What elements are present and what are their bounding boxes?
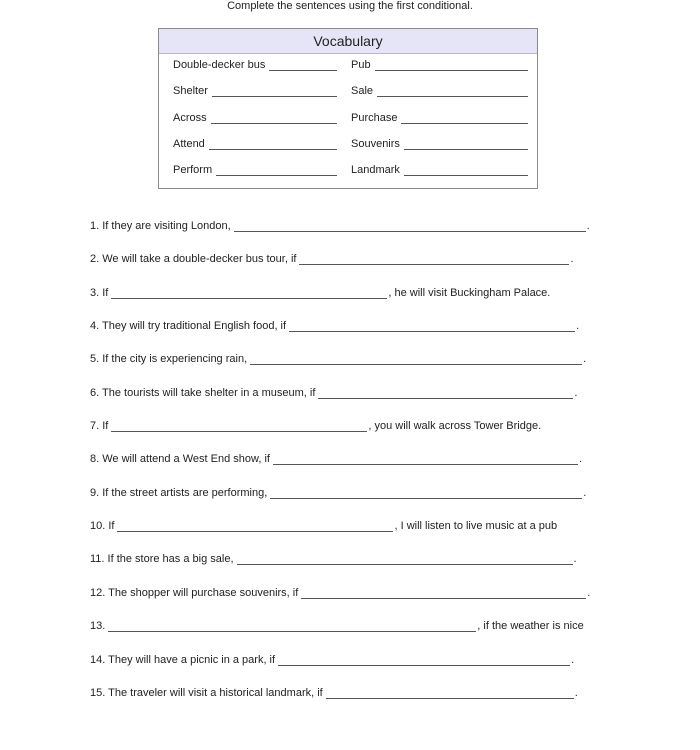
answer-blank[interactable] — [270, 487, 582, 499]
question-ending: , you will walk across Tower Bridge. — [368, 420, 542, 432]
question-text: 8. We will attend a West End show, if — [90, 453, 270, 465]
vocab-item — [173, 57, 337, 71]
vocab-blank[interactable] — [401, 112, 528, 124]
vocab-word: Souvenirs — [351, 138, 400, 150]
question-text: 15. The traveler will visit a historical landmark, if — [90, 687, 323, 699]
vocab-row — [159, 83, 537, 97]
question-12 — [90, 585, 590, 599]
answer-blank[interactable] — [250, 353, 582, 365]
vocab-blank[interactable] — [269, 59, 337, 71]
vocab-blank[interactable] — [211, 112, 337, 124]
vocab-word: Attend — [173, 138, 205, 150]
vocab-word: Shelter — [173, 85, 208, 97]
question-text: 7. If — [90, 420, 109, 432]
vocab-item — [173, 110, 337, 124]
question-ending: . — [570, 253, 574, 265]
question-text: 2. We will take a double-decker bus tour, if — [90, 253, 297, 265]
question-ending: , I will listen to live music at a pub — [394, 520, 558, 532]
vocab-word: Perform — [173, 164, 213, 176]
question-9 — [90, 485, 586, 499]
question-8 — [90, 451, 582, 465]
question-text: 11. If the store has a big sale, — [90, 553, 234, 565]
answer-blank[interactable] — [111, 420, 367, 432]
question-ending: . — [576, 320, 580, 332]
vocab-word: Pub — [351, 59, 371, 71]
question-ending: . — [586, 220, 590, 232]
answer-blank[interactable] — [237, 553, 573, 565]
question-ending: . — [583, 487, 587, 499]
question-ending: . — [583, 353, 587, 365]
question-ending: , he will visit Buckingham Palace. — [388, 287, 551, 299]
vocab-word: Landmark — [351, 164, 400, 176]
vocab-row — [159, 110, 537, 124]
vocab-word: Across — [173, 112, 207, 124]
question-7 — [90, 418, 541, 432]
question-15 — [90, 685, 578, 699]
question-2 — [90, 251, 574, 265]
vocab-row — [159, 162, 537, 176]
vocab-blank[interactable] — [377, 85, 528, 97]
vocab-item — [173, 83, 337, 97]
question-text: 13. — [90, 620, 106, 632]
question-text: 4. They will try traditional English food, if — [90, 320, 287, 332]
question-13 — [90, 618, 584, 632]
question-5 — [90, 351, 586, 365]
answer-blank[interactable] — [111, 287, 387, 299]
vocab-word: Sale — [351, 85, 374, 97]
answer-blank[interactable] — [326, 687, 574, 699]
question-text: 14. They will have a picnic in a park, if — [90, 654, 276, 666]
question-ending: . — [573, 553, 577, 565]
answer-blank[interactable] — [108, 620, 476, 632]
question-text: 1. If they are visiting London, — [90, 220, 231, 232]
vocab-item — [351, 110, 528, 124]
question-text: 10. If — [90, 520, 115, 532]
vocab-item — [173, 136, 337, 150]
answer-blank[interactable] — [299, 253, 569, 265]
question-4 — [90, 318, 579, 332]
answer-blank[interactable] — [318, 387, 573, 399]
question-14 — [90, 652, 574, 666]
question-ending: , if the weather is nice — [477, 620, 584, 632]
question-text: 5. If the city is experiencing rain, — [90, 353, 248, 365]
vocab-item — [351, 136, 528, 150]
question-ending: . — [587, 587, 591, 599]
question-ending: . — [574, 387, 578, 399]
question-1 — [90, 218, 590, 232]
vocab-blank[interactable] — [212, 85, 337, 97]
answer-blank[interactable] — [289, 320, 575, 332]
answer-blank[interactable] — [278, 654, 570, 666]
vocab-item — [173, 162, 337, 176]
question-ending: . — [574, 687, 578, 699]
question-ending: . — [571, 654, 575, 666]
answer-blank[interactable] — [273, 453, 578, 465]
question-text: 9. If the street artists are performing, — [90, 487, 268, 499]
vocab-blank[interactable] — [216, 164, 337, 176]
question-text: 6. The tourists will take shelter in a museum, if — [90, 387, 316, 399]
question-text: 12. The shopper will purchase souvenirs, if — [90, 587, 299, 599]
question-10 — [90, 518, 557, 532]
vocab-item — [351, 83, 528, 97]
vocab-word: Purchase — [351, 112, 398, 124]
vocab-blank[interactable] — [404, 138, 528, 150]
vocab-item — [351, 57, 528, 71]
vocab-blank[interactable] — [404, 164, 528, 176]
question-text: 3. If — [90, 287, 109, 299]
vocab-blank[interactable] — [375, 59, 528, 71]
vocab-item — [351, 162, 528, 176]
question-6 — [90, 385, 577, 399]
question-ending: . — [578, 453, 583, 465]
answer-blank[interactable] — [234, 220, 586, 232]
question-3 — [90, 285, 550, 299]
vocab-word: Double-decker bus — [173, 59, 266, 71]
vocabulary-box — [158, 28, 538, 189]
vocab-row — [159, 57, 537, 71]
vocab-blank[interactable] — [209, 138, 337, 150]
question-11 — [90, 551, 577, 565]
vocab-row — [159, 136, 537, 150]
vocabulary-title: Vocabulary — [159, 29, 537, 54]
instructions: Complete the sentences using the first conditional. — [227, 0, 473, 12]
answer-blank[interactable] — [117, 520, 393, 532]
answer-blank[interactable] — [301, 587, 586, 599]
